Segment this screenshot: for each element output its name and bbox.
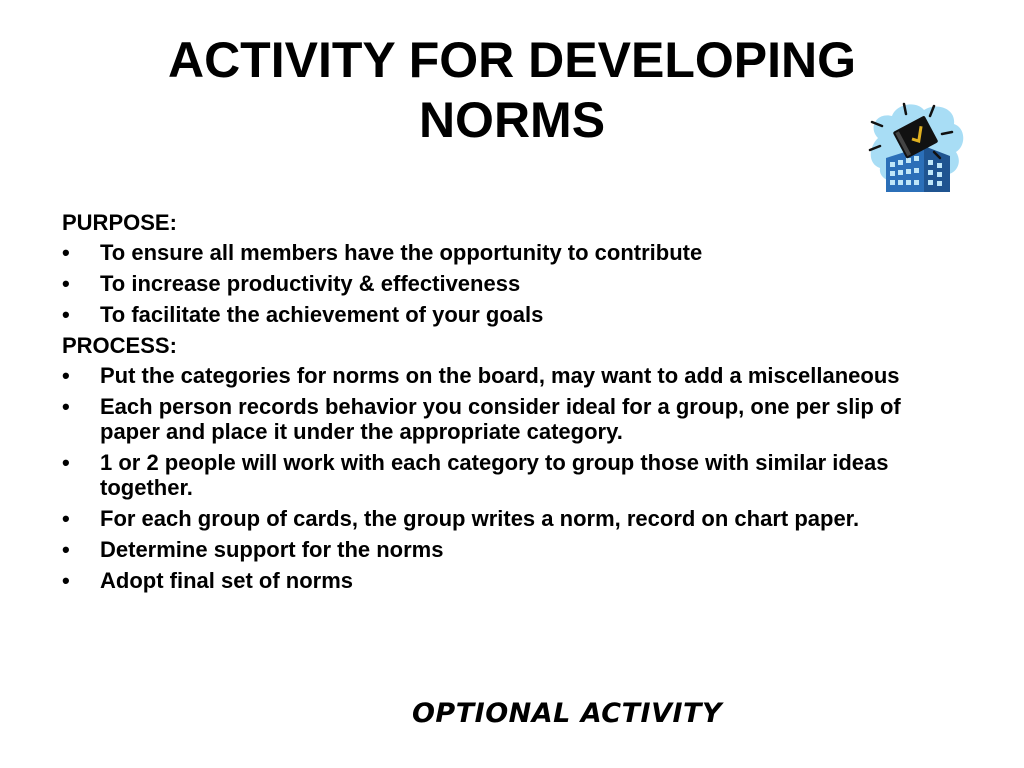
list-item [62,568,922,593]
list-item-text: For each group of cards, the group writes a norm, record on chart paper. [100,506,860,531]
purpose-list [62,240,922,327]
list-item [62,506,922,531]
bullet-icon: • [62,394,70,419]
list-item-text: Determine support for the norms [100,537,444,562]
bullet-icon: • [62,302,70,327]
bullet-icon: • [62,450,70,475]
slide-body [62,210,922,599]
title-line-1: ACTIVITY FOR DEVELOPING [167,32,857,88]
building-book-clipart-icon [864,98,968,198]
list-item [62,271,922,296]
list-item [62,537,922,562]
bullet-icon: • [62,363,70,388]
list-item [62,302,922,327]
bullet-icon: • [62,537,70,562]
list-item-text: Put the categories for norms on the board, may want to add a miscellaneous [100,363,900,388]
bullet-icon: • [62,240,70,265]
purpose-heading: PURPOSE: [62,210,177,235]
bullet-icon: • [62,271,70,296]
bullet-icon: • [62,568,70,593]
list-item-text: 1 or 2 people will work with each category to group those with similar ideas together. [100,450,889,500]
list-item-text: To increase productivity & effectiveness [100,271,521,296]
list-item [62,363,922,388]
list-item-text: To facilitate the achievement of your goals [100,302,544,327]
optional-activity-label: OPTIONAL ACTIVITY [411,698,722,729]
list-item-text: To ensure all members have the opportunity to contribute [100,240,703,265]
process-list [62,363,922,593]
bullet-icon: • [62,506,70,531]
process-heading: PROCESS: [62,333,177,358]
list-item [62,394,922,444]
list-item-text: Each person records behavior you consider ideal for a group, one per slip of paper and place it under the appropriate category. [100,394,901,444]
list-item-text: Adopt final set of norms [100,568,353,593]
title-line-2: NORMS [418,92,606,148]
list-item [62,240,922,265]
list-item [62,450,922,500]
